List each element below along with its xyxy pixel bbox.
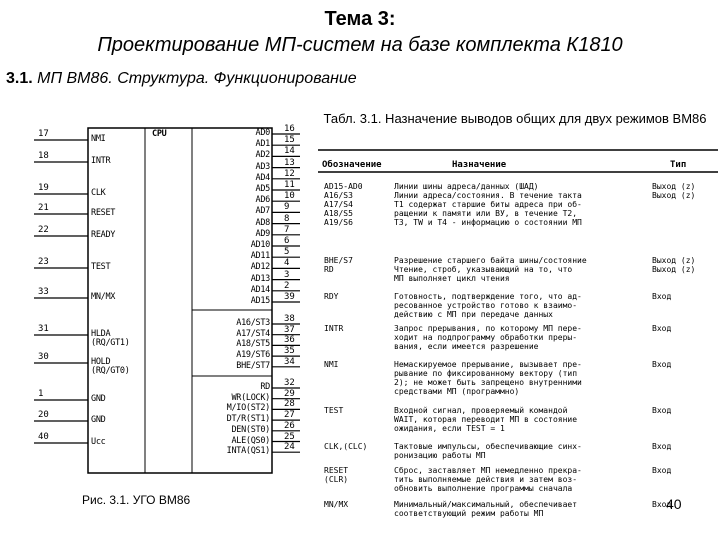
right-pin-number: 8 xyxy=(284,213,290,224)
right-pin-number: 27 xyxy=(284,410,295,421)
left-pin-number: 1 xyxy=(38,389,44,399)
left-pin-number: 22 xyxy=(38,225,49,235)
left-pin-number: 21 xyxy=(38,203,49,213)
right-pin-number: 16 xyxy=(284,124,295,134)
right-pin-signal: AD1 xyxy=(255,139,270,150)
right-pin-number: 9 xyxy=(284,202,290,213)
right-pin-signal: AD11 xyxy=(250,251,270,262)
right-pin-number: 34 xyxy=(284,356,295,367)
right-pin-signal: A19/ST6 xyxy=(236,350,270,361)
right-pin-number: 29 xyxy=(284,388,295,399)
left-pin-number: 30 xyxy=(38,352,49,362)
left-pin-signal: RESET xyxy=(91,208,116,218)
left-pin-number: 33 xyxy=(38,287,49,297)
left-pin-signal: GND xyxy=(91,394,106,404)
pin-name-cell: NMI xyxy=(324,360,339,369)
right-pin-signal: A16/ST3 xyxy=(236,318,270,328)
figure-caption: Рис. 3.1. УГО ВМ86 xyxy=(82,493,191,507)
chip-diagram xyxy=(0,118,310,518)
right-pin-number: 37 xyxy=(284,324,295,335)
table-header-name: Обозначение xyxy=(322,160,382,170)
right-pin-signal: AD14 xyxy=(250,284,270,295)
left-pin-number: 18 xyxy=(38,151,49,161)
right-pin-signal: AD7 xyxy=(255,206,270,217)
right-pin-signal: AD9 xyxy=(255,228,270,239)
pin-name-cell: RESET (CLR) xyxy=(324,466,349,484)
right-pin-signal: M/IO(ST2) xyxy=(226,403,270,414)
right-pin-number: 39 xyxy=(284,292,295,302)
section-number: 3.1. xyxy=(6,70,33,87)
pin-name-cell: TEST xyxy=(324,406,344,415)
right-pin-number: 28 xyxy=(284,399,295,410)
pin-purpose-cell: Тактовые импульсы, обеспечивающие синх- ронизацию работы МП xyxy=(394,442,582,460)
pin-purpose-cell: Запрос прерывания, по которому МП пере- ходит на подпрограмму обработки преры- вания, если имеется разрешение xyxy=(394,324,582,351)
right-pin-signal: DEN(ST0) xyxy=(231,424,270,435)
right-pin-signal: ALE(QS0) xyxy=(231,435,270,446)
right-pin-number: 10 xyxy=(284,191,295,202)
pin-purpose-cell: Разрешение старшего байта шины/состояние Чтение, строб, указывающий на то, что МП выполняет цикл чтения xyxy=(394,256,587,283)
pin-purpose-cell: Минимальный/максимальный, обеспечивает соответствующий режим работы МП xyxy=(394,500,578,518)
pin-type-cell: Вход xyxy=(652,360,672,369)
right-pin-signal: AD4 xyxy=(255,172,270,183)
left-pin-signal: CLK xyxy=(91,188,106,198)
left-pin-number: 31 xyxy=(38,324,49,334)
right-pin-number: 4 xyxy=(284,258,290,269)
right-pin-number: 13 xyxy=(284,157,295,168)
right-pin-signal: DT/R(ST1) xyxy=(226,414,270,425)
pin-type-cell: Вход xyxy=(652,292,672,301)
right-pin-number: 15 xyxy=(284,135,295,146)
pin-name-cell: AD15-AD0 A16/S3 A17/S4 A18/S5 A19/S6 xyxy=(324,182,363,227)
right-pin-signal: AD3 xyxy=(255,161,270,172)
pin-name-cell: INTR xyxy=(324,324,344,333)
right-pin-signal: AD10 xyxy=(250,240,270,250)
pin-name-cell: MN/MX xyxy=(324,500,349,509)
right-pin-number: 35 xyxy=(284,346,295,357)
left-pin-signal: HOLD (RQ/GT0) xyxy=(91,357,130,376)
pin-purpose-cell: Входной сигнал, проверяемый командой WAIT, которая переводит МП в состояние ожидания, если TEST = 1 xyxy=(394,406,578,433)
pin-purpose-cell: Немаскируемое прерывание, вызывает пре- рывание по фиксированному вектору (тип 2); не может быть запрещено внутренними средствами МП (программно) xyxy=(394,360,582,396)
page-number: 40 xyxy=(666,496,682,512)
cpu-label: CPU xyxy=(152,129,167,139)
right-pin-number: 7 xyxy=(284,224,290,235)
right-pin-signal: AD0 xyxy=(255,128,270,138)
right-pin-signal: AD8 xyxy=(255,217,270,228)
slide-title: Тема 3: xyxy=(324,8,396,30)
left-pin-signal: TEST xyxy=(91,262,111,272)
right-pin-number: 25 xyxy=(284,431,295,442)
right-pin-number: 36 xyxy=(284,335,295,346)
pin-type-cell: Вход xyxy=(652,442,672,451)
left-pin-signal: MN/MX xyxy=(91,292,116,302)
left-pin-number: 23 xyxy=(38,257,49,267)
pin-name-cell: BHE/S7 RD xyxy=(324,256,353,274)
section-heading xyxy=(6,70,357,88)
pin-type-cell: Выход (z) Выход (z) xyxy=(652,256,696,274)
right-pin-signal: AD13 xyxy=(250,273,270,284)
left-pin-signal: HLDA (RQ/GT1) xyxy=(91,329,130,348)
right-pin-number: 24 xyxy=(284,442,295,453)
pin-type-cell: Вход xyxy=(652,406,672,415)
left-pin-signal: INTR xyxy=(91,156,111,166)
pin-name-cell: CLK,(CLC) xyxy=(324,442,368,451)
left-pin-signal: NMI xyxy=(91,134,106,144)
right-pin-number: 12 xyxy=(284,168,295,179)
table-header-purpose: Назначение xyxy=(452,160,507,170)
table-caption: Табл. 3.1. Назначение выводов общих для двух режимов ВМ86 xyxy=(323,111,707,126)
pin-type-cell: Вход xyxy=(652,466,672,475)
left-pin-number: 17 xyxy=(38,129,49,139)
right-pin-signal: AD12 xyxy=(250,262,270,273)
pin-purpose-cell: Линии шины адреса/данных (ШАД) Линии адреса/состояния. В течение такта Т1 содержат старшие биты адреса при об- ращении к памяти или ВУ, в течение Т2, Т3, TW и Т4 - информацию о состоянии МП xyxy=(394,182,582,227)
pin-type-cell: Вход xyxy=(652,500,672,509)
left-pin-number: 19 xyxy=(38,183,49,193)
pin-name-cell: RDY xyxy=(324,292,339,301)
right-pin-number: 38 xyxy=(284,314,295,324)
right-pin-number: 14 xyxy=(284,146,295,157)
right-pin-number: 26 xyxy=(284,420,295,431)
right-pin-number: 32 xyxy=(284,378,295,388)
right-pin-number: 5 xyxy=(284,247,290,258)
table-header-type: Тип xyxy=(670,160,687,170)
right-pin-signal: A18/ST5 xyxy=(236,339,270,350)
right-pin-signal: BHE/ST7 xyxy=(236,360,270,371)
right-pin-signal: AD6 xyxy=(255,195,270,206)
right-pin-number: 11 xyxy=(284,180,295,190)
pin-purpose-cell: Готовность, подтверждение того, что ад- ресованное устройство готово к взаимо- действию с МП при передаче данных xyxy=(394,292,582,319)
right-pin-number: 6 xyxy=(284,236,290,246)
pin-type-cell: Выход (z) Выход (z) xyxy=(652,182,696,200)
right-pin-signal: A17/ST4 xyxy=(236,328,270,339)
right-pin-signal: AD2 xyxy=(255,150,270,161)
left-pin-number: 40 xyxy=(38,432,49,442)
right-pin-signal: AD15 xyxy=(250,296,270,306)
pin-type-cell: Вход xyxy=(652,324,672,333)
slide-subtitle: Проектирование МП-систем на базе комплекта К1810 xyxy=(97,34,623,56)
section-title: МП ВМ86. Структура. Функционирование xyxy=(37,70,357,87)
right-pin-signal: RD xyxy=(260,382,270,392)
right-pin-signal: AD5 xyxy=(255,184,270,194)
left-pin-signal: Ucc xyxy=(91,437,106,447)
pin-purpose-cell: Сброс, заставляет МП немедленно прекра- тить выполняемые действия и затем воз- обновить выполнение программы сначала xyxy=(394,466,582,493)
right-pin-number: 3 xyxy=(284,269,290,280)
left-pin-signal: READY xyxy=(91,230,116,240)
right-pin-signal: INTA(QS1) xyxy=(226,446,270,457)
right-pin-number: 2 xyxy=(284,280,290,291)
left-pin-signal: GND xyxy=(91,415,106,425)
right-pin-signal: WR(LOCK) xyxy=(231,392,270,403)
left-pin-number: 20 xyxy=(38,410,49,420)
